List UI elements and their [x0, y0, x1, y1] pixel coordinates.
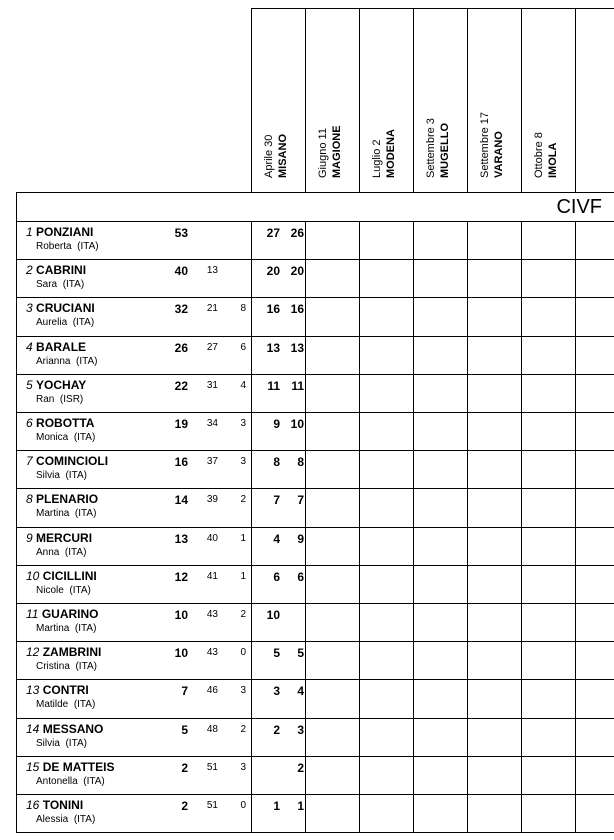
round-date: Settembre 3 [425, 118, 437, 178]
gap-to-leader: 37 [206, 456, 218, 467]
surname: MERCURI [36, 531, 93, 545]
series-title: CIVF [556, 196, 602, 218]
standings-row [16, 450, 614, 488]
total-points: 12 [174, 570, 188, 584]
total-points: 5 [181, 723, 188, 737]
standings-row [16, 412, 614, 450]
nationality: (ITA) [65, 470, 87, 481]
total-points: 7 [181, 684, 188, 698]
round1-race2-points: 11 [291, 379, 304, 393]
nationality: (ITA) [73, 699, 96, 710]
gap-to-previous: 3 [240, 418, 246, 429]
standings-row [16, 718, 614, 756]
gap-to-leader: 21 [206, 303, 218, 314]
round-venue: MODENA [385, 129, 397, 178]
nationality: (ITA) [75, 661, 97, 672]
first-name: Antonella [36, 776, 78, 787]
position: 13 [26, 683, 40, 697]
total-points: 2 [181, 761, 188, 775]
gap-to-previous: 3 [240, 456, 246, 467]
gap-to-leader: 13 [206, 265, 218, 276]
standings-row [16, 603, 614, 641]
position: 15 [26, 760, 40, 774]
first-name: Ran [36, 394, 55, 405]
nationality: (ITA) [74, 623, 97, 634]
total-points: 10 [174, 646, 188, 660]
position: 14 [26, 722, 40, 736]
nationality: (ITA) [73, 814, 96, 825]
gap-to-previous: 0 [240, 800, 246, 811]
round1-race1-points: 16 [266, 302, 280, 316]
standings-row [16, 679, 614, 717]
grid-line [16, 192, 614, 193]
grid-line [575, 8, 576, 192]
round1-race2-points: 2 [297, 761, 304, 775]
gap-to-leader: 39 [206, 494, 218, 505]
nationality: (ITA) [69, 585, 91, 596]
total-points: 2 [181, 799, 188, 813]
gap-to-leader: 43 [206, 647, 218, 658]
surname: TONINI [42, 798, 84, 812]
first-name: Martina [36, 623, 70, 634]
standings-row [16, 374, 614, 412]
round1-race2-points: 3 [297, 723, 304, 737]
standings-row [16, 488, 614, 526]
round1-race1-points: 6 [273, 570, 280, 584]
gap-to-previous: 3 [240, 685, 246, 696]
nationality: (ITA) [73, 432, 96, 443]
round-date: Giugno 11 [317, 128, 329, 178]
round1-race2-points: 16 [290, 302, 304, 316]
round1-race1-points: 1 [273, 799, 280, 813]
gap-to-previous: 1 [240, 533, 246, 544]
gap-to-leader: 31 [206, 380, 218, 391]
gap-to-leader: 40 [206, 533, 218, 544]
position: 10 [26, 569, 40, 583]
total-points: 19 [174, 417, 188, 431]
first-name: Cristina [36, 661, 70, 672]
round1-race1-points: 11 [267, 379, 280, 393]
surname: DE MATTEIS [42, 760, 115, 774]
first-name: Silvia [36, 470, 60, 481]
surname: COMINCIOLI [36, 454, 109, 468]
gap-to-previous: 4 [240, 380, 246, 391]
first-name: Nicole [36, 585, 64, 596]
first-name: Monica [36, 432, 69, 443]
first-name: Arianna [36, 356, 71, 367]
round1-race2-points: 1 [297, 799, 304, 813]
first-name: Silvia [36, 738, 60, 749]
gap-to-previous: 2 [240, 494, 246, 505]
standings-row [16, 297, 614, 335]
standings-row [16, 756, 614, 794]
round-header-1 [251, 8, 305, 190]
gap-to-leader: 41 [206, 571, 218, 582]
round-date: Aprile 30 [263, 134, 275, 178]
gap-to-leader: 51 [206, 762, 218, 773]
round-header-5 [467, 8, 521, 190]
nationality: (ITA) [62, 279, 85, 290]
position: 1 [26, 225, 33, 239]
first-name: Roberta [36, 241, 72, 252]
total-points: 14 [174, 493, 188, 507]
total-points: 10 [174, 608, 188, 622]
position: 9 [26, 531, 33, 545]
round1-race2-points: 6 [297, 570, 304, 584]
total-points: 53 [174, 226, 188, 240]
gap-to-previous: 6 [240, 342, 246, 353]
gap-to-previous: 1 [240, 571, 246, 582]
round1-race1-points: 20 [266, 264, 280, 278]
round-venue: IMOLA [547, 142, 559, 178]
standings-row [16, 565, 614, 603]
round-header-2 [305, 8, 359, 190]
standings-row [16, 336, 614, 374]
standings-row [16, 221, 614, 259]
round1-race1-points: 9 [273, 417, 280, 431]
surname: GUARINO [41, 607, 99, 621]
first-name: Sara [36, 279, 58, 290]
standings-row [16, 527, 614, 565]
total-points: 16 [174, 455, 188, 469]
round-date: Ottobre 8 [533, 132, 545, 178]
nationality: (ITA) [65, 738, 87, 749]
total-points: 22 [174, 379, 188, 393]
round-venue: MISANO [277, 134, 289, 178]
round1-race2-points: 4 [297, 684, 304, 698]
round1-race1-points: 27 [266, 226, 280, 240]
total-points: 32 [174, 302, 188, 316]
position: 16 [26, 798, 40, 812]
round1-race1-points: 2 [273, 723, 280, 737]
nationality: (ISR) [59, 394, 84, 405]
gap-to-leader: 43 [206, 609, 218, 620]
surname: CONTRI [42, 683, 89, 697]
round-date: Settembre 17 [479, 111, 491, 178]
surname: PONZIANI [36, 225, 94, 239]
round-header-6 [521, 8, 575, 190]
nationality: (ITA) [72, 317, 95, 328]
round1-race2-points: 8 [297, 455, 304, 469]
surname: BARALE [36, 340, 87, 354]
round-venue: MUGELLO [439, 123, 451, 178]
first-name: Anna [36, 547, 60, 558]
total-points: 13 [174, 532, 188, 546]
round1-race2-points: 5 [297, 646, 304, 660]
round1-race2-points: 9 [297, 532, 304, 546]
first-name: Matilde [36, 699, 69, 710]
surname: CABRINI [36, 263, 87, 277]
position: 5 [26, 378, 33, 392]
position: 3 [26, 301, 33, 315]
nationality: (ITA) [77, 241, 99, 252]
position: 7 [26, 454, 33, 468]
round1-race2-points: 7 [297, 493, 304, 507]
gap-to-leader: 48 [206, 724, 218, 735]
total-points: 40 [174, 264, 188, 278]
round1-race1-points: 13 [266, 341, 280, 355]
round1-race1-points: 4 [273, 532, 280, 546]
gap-to-leader: 34 [206, 418, 218, 429]
position: 2 [26, 263, 33, 277]
gap-to-previous: 0 [240, 647, 246, 658]
surname: MESSANO [42, 722, 104, 736]
gap-to-leader: 51 [206, 800, 218, 811]
round-date: Luglio 2 [371, 139, 383, 178]
round1-race1-points: 3 [273, 684, 280, 698]
round1-race1-points: 7 [273, 493, 280, 507]
round1-race2-points: 13 [290, 341, 304, 355]
round-header-3 [359, 8, 413, 190]
first-name: Alessia [36, 814, 69, 825]
standings-row [16, 794, 614, 832]
position: 12 [26, 645, 40, 659]
position: 11 [26, 607, 39, 621]
round1-race1-points: 8 [273, 455, 280, 469]
gap-to-leader: 46 [206, 685, 218, 696]
position: 8 [26, 492, 33, 506]
nationality: (ITA) [64, 547, 87, 558]
surname: ROBOTTA [36, 416, 95, 430]
surname: CICILLINI [42, 569, 97, 583]
round1-race2-points: 26 [290, 226, 304, 240]
round-header-4 [413, 8, 467, 190]
first-name: Martina [36, 508, 70, 519]
gap-to-previous: 2 [240, 609, 246, 620]
round1-race2-points: 20 [290, 264, 304, 278]
nationality: (ITA) [76, 356, 98, 367]
grid-line [16, 832, 614, 833]
round-venue: MAGIONE [331, 125, 343, 178]
total-points: 26 [174, 341, 188, 355]
position: 4 [26, 340, 33, 354]
round1-race2-points: 10 [290, 417, 304, 431]
gap-to-previous: 8 [240, 303, 246, 314]
standings-row [16, 259, 614, 297]
surname: CRUCIANI [36, 301, 95, 315]
nationality: (ITA) [74, 508, 97, 519]
round-venue: VARANO [493, 131, 505, 178]
surname: YOCHAY [36, 378, 87, 392]
surname: PLENARIO [36, 492, 99, 506]
standings-row [16, 641, 614, 679]
nationality: (ITA) [83, 776, 105, 787]
surname: ZAMBRINI [42, 645, 102, 659]
round1-race1-points: 5 [273, 646, 280, 660]
gap-to-previous: 3 [240, 762, 246, 773]
gap-to-leader: 27 [206, 342, 218, 353]
round1-race1-points: 10 [266, 608, 280, 622]
gap-to-previous: 2 [240, 724, 246, 735]
position: 6 [26, 416, 33, 430]
first-name: Aurelia [36, 317, 68, 328]
